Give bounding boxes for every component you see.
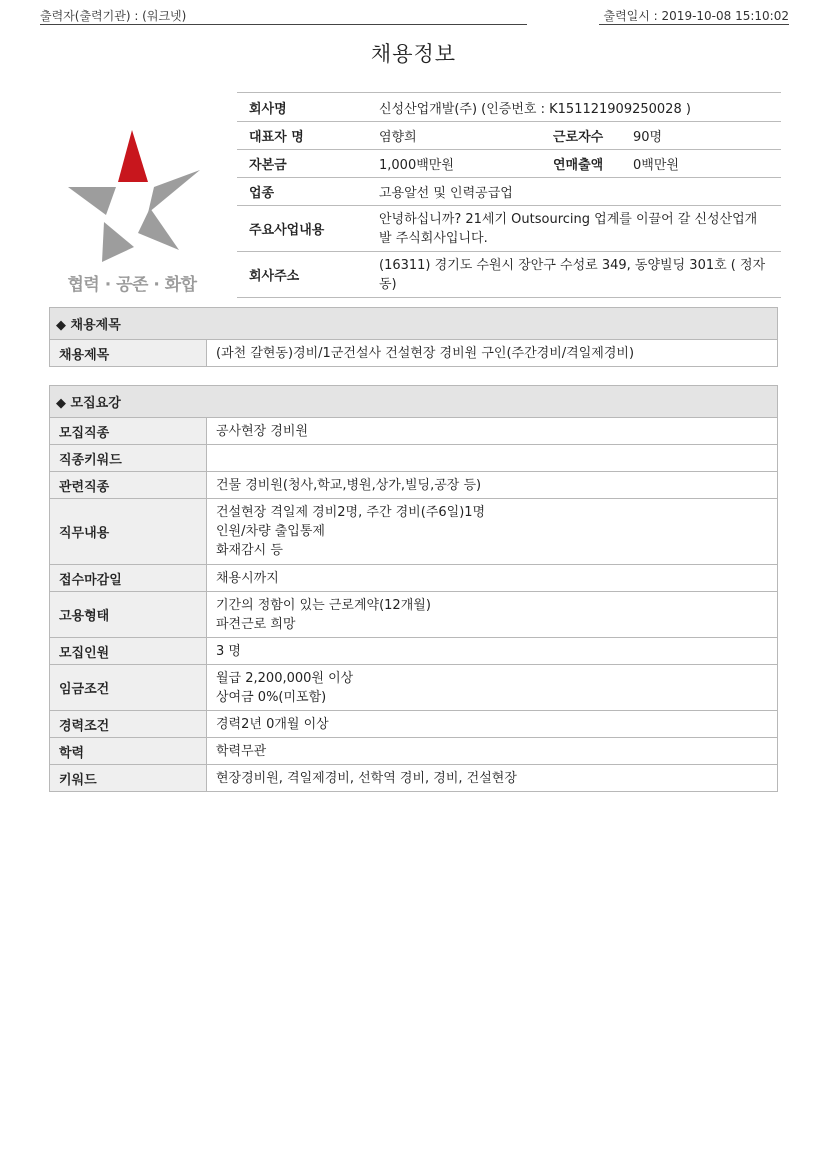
- keywords-label: 키워드: [50, 765, 207, 792]
- page-title: 채용정보: [370, 42, 457, 66]
- logo-caption: 협력 · 공존 · 화합: [67, 275, 197, 295]
- capital-label: 자본금: [237, 150, 367, 178]
- capital-value: 1,000백만원: [367, 150, 541, 178]
- job-keyword-value: [207, 445, 778, 472]
- business-value: 안녕하십니까? 21세기 Outsourcing 업계를 이끌어 갈 신성산업개발 주식회사입니다.: [367, 206, 781, 252]
- address-value: (16311) 경기도 수원시 장안구 수성로 349, 동양빌딩 301호 ( 정자동): [367, 252, 781, 298]
- sales-label: 연매출액: [541, 150, 621, 178]
- job-category-value: 공사현장 경비원: [207, 418, 778, 445]
- logo-star-right-segment: [148, 170, 200, 213]
- job-duties-value: 건설현장 격일제 경비2명, 주간 경비(주6일)1명 인원/차량 출입통제 화재감시 등: [207, 499, 778, 565]
- job-category-label: 모집직종: [50, 418, 207, 445]
- business-label: 주요사업내용: [237, 206, 367, 252]
- logo-star-top-segment: [118, 130, 148, 182]
- requirements-section: [49, 385, 778, 792]
- recruit-title-section: [49, 307, 778, 367]
- recruit-title-label: 채용제목: [50, 340, 207, 367]
- recruit-title-section-header: ◆ 채용제목: [50, 308, 778, 340]
- employment-type-label: 고용형태: [50, 592, 207, 638]
- experience-label: 경력조건: [50, 711, 207, 738]
- job-keyword-label: 직종키워드: [50, 445, 207, 472]
- company-info-table: [237, 92, 781, 298]
- address-label: 회사주소: [237, 252, 367, 298]
- headcount-value: 3 명: [207, 638, 778, 665]
- education-value: 학력무관: [207, 738, 778, 765]
- related-job-label: 관련직종: [50, 472, 207, 499]
- recruit-title-value: (과천 갈현동)경비/1군건설사 건설현장 경비원 구인(주간경비/격일제경비): [207, 340, 778, 367]
- header-divider-right: [599, 24, 789, 25]
- workers-label: 근로자수: [541, 122, 621, 150]
- experience-value: 경력2년 0개월 이상: [207, 711, 778, 738]
- ceo-label: 대표자 명: [237, 122, 367, 150]
- related-job-value: 건물 경비원(청사,학교,병원,상가,빌딩,공장 등): [207, 472, 778, 499]
- header-divider: [40, 24, 527, 25]
- ceo-value: 염향희: [367, 122, 541, 150]
- wage-value: 월급 2,200,000원 이상 상여금 0%(미포함): [207, 665, 778, 711]
- keywords-value: 현장경비원, 격일제경비, 선학역 경비, 경비, 건설현장: [207, 765, 778, 792]
- headcount-label: 모집인원: [50, 638, 207, 665]
- job-duties-label: 직무내용: [50, 499, 207, 565]
- company-name-value: 신성산업개발(주) (인증번호 : K151121909250028 ): [367, 93, 781, 122]
- workers-value: 90명: [621, 122, 781, 150]
- industry-value: 고용알선 및 인력공급업: [367, 178, 781, 206]
- logo-star-left-segment: [68, 187, 116, 215]
- sales-value: 0백만원: [621, 150, 781, 178]
- output-by: 출력자(출력기관) : (워크넷): [40, 9, 187, 23]
- logo-star-bottom-left-segment: [102, 222, 134, 262]
- deadline-value: 채용시까지: [207, 565, 778, 592]
- logo-star-bottom-right-segment: [138, 208, 179, 250]
- output-date: 출력일시 : 2019-10-08 15:10:02: [603, 9, 789, 23]
- employment-type-value: 기간의 정함이 있는 근로계약(12개월) 파견근로 희망: [207, 592, 778, 638]
- company-name-label: 회사명: [237, 93, 367, 122]
- education-label: 학력: [50, 738, 207, 765]
- requirements-section-header: ◆ 모집요강: [50, 386, 778, 418]
- deadline-label: 접수마감일: [50, 565, 207, 592]
- industry-label: 업종: [237, 178, 367, 206]
- wage-label: 임금조건: [50, 665, 207, 711]
